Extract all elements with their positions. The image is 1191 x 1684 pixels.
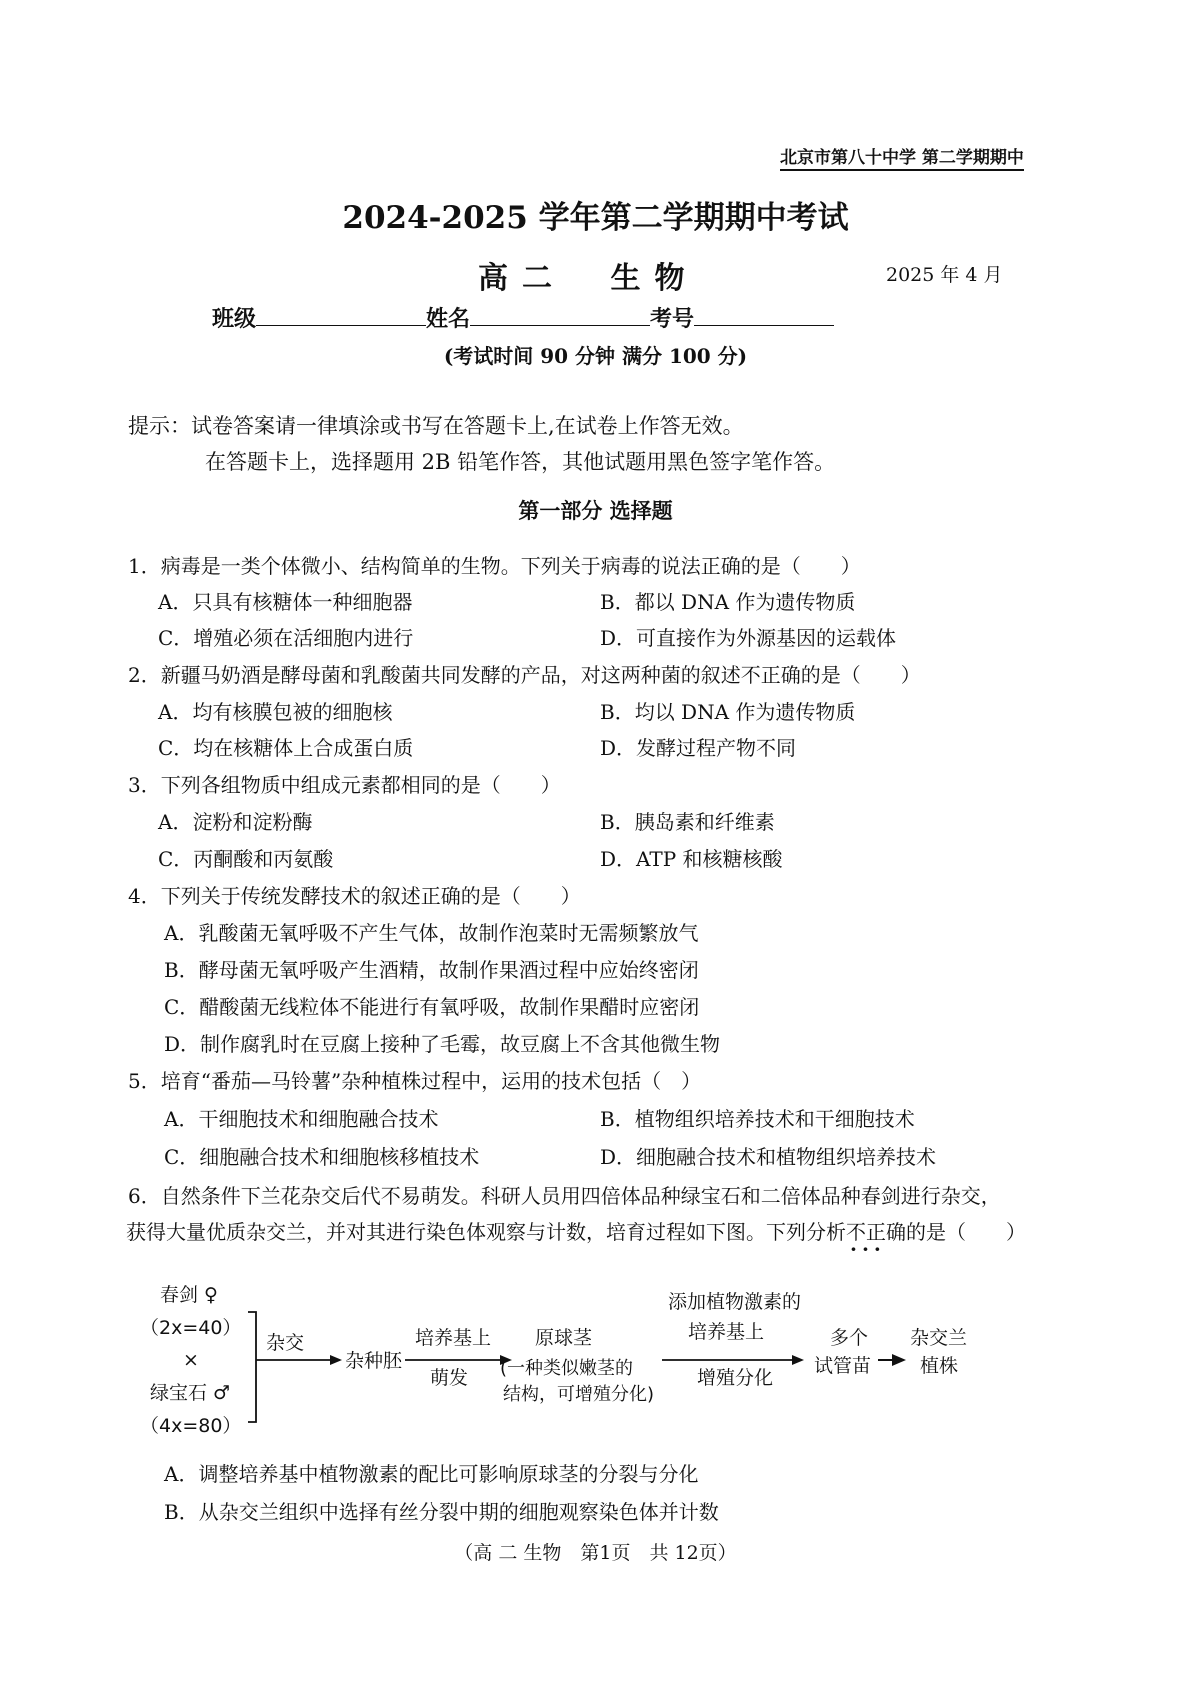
arrow-3-head — [892, 1354, 906, 1366]
question-3-stem: 3．下列各组物质中组成元素都相同的是（ ） — [128, 773, 561, 797]
q5-option-c: C．细胞融合技术和细胞核移植技术 — [164, 1145, 480, 1169]
q2-option-a: A．均有核膜包被的细胞核 — [158, 700, 393, 724]
q1-option-b: B．都以 DNA 作为遗传物质 — [600, 590, 856, 614]
q4-option-a: A．乳酸菌无氧呼吸不产生气体，故制作泡菜时无需频繁放气 — [164, 921, 699, 945]
q6-emphasis-not-correct: 不正确 ··· — [846, 1220, 906, 1244]
bracket — [248, 1312, 256, 1422]
parent1-chromosome: （2x=40） — [140, 1317, 242, 1339]
q1-option-a: A．只具有核糖体一种细胞器 — [158, 590, 413, 614]
id-label: 考号 — [650, 306, 695, 332]
hybrid-embryo: 杂种胚 — [345, 1350, 403, 1372]
step2-bottom: 增殖分化 — [697, 1367, 774, 1389]
cross-symbol: × — [183, 1349, 199, 1371]
q1-option-d: D．可直接作为外源基因的运载体 — [600, 626, 897, 650]
protocorm-note-1: (一种类似嫩茎的 — [500, 1358, 634, 1379]
result-1: 杂交兰 — [910, 1327, 968, 1349]
step2-top-2: 培养基上 — [688, 1321, 765, 1343]
q2-option-c: C．均在核糖体上合成蛋白质 — [158, 736, 414, 760]
q3-option-d: D．ATP 和核糖核酸 — [600, 847, 783, 871]
question-4-stem: 4．下列关于传统发酵技术的叙述正确的是（ ） — [128, 884, 581, 908]
q6-option-b: B．从杂交兰组织中选择有丝分裂中期的细胞观察染色体并计数 — [164, 1500, 719, 1524]
exam-date: 2025 年 4 月 — [886, 264, 1003, 286]
q1-option-c: C．增殖必须在活细胞内进行 — [158, 626, 414, 650]
q2-option-d: D．发酵过程产物不同 — [600, 736, 797, 760]
page-footer: （高 二 生物 第1页 共 12页） — [454, 1542, 737, 1564]
plantlets-2: 试管苗 — [814, 1355, 872, 1377]
question-6-stem-line2 — [126, 1216, 1026, 1245]
arrow-2-head — [792, 1355, 804, 1365]
q4-option-c: C．醋酸菌无线粒体不能进行有氧呼吸，故制作果醋时应密闭 — [164, 995, 700, 1019]
q6-stem-part-c: 的是（ ） — [906, 1220, 1026, 1244]
class-label: 班级 — [212, 306, 257, 332]
protocorm-note-2: 结构，可增殖分化) — [503, 1384, 655, 1405]
name-label: 姓名 — [426, 306, 471, 332]
q5-option-a: A．干细胞技术和细胞融合技术 — [164, 1107, 439, 1131]
protocorm-label: 原球茎 — [535, 1327, 593, 1349]
parent2-chromosome: （4x=80） — [140, 1415, 242, 1437]
plantlets-1: 多个 — [830, 1327, 869, 1349]
parent2-label: 绿宝石 ♂ — [150, 1382, 231, 1404]
student-info-fields — [212, 302, 834, 333]
step1-top: 培养基上 — [415, 1327, 492, 1349]
cross-label: 杂交 — [266, 1332, 305, 1354]
q3-option-c: C．丙酮酸和丙氨酸 — [158, 847, 334, 871]
orchid-breeding-diagram — [130, 1272, 1010, 1447]
step1-bottom: 萌发 — [430, 1367, 469, 1389]
step2-top-1: 添加植物激素的 — [668, 1291, 802, 1313]
q6-option-a: A．调整培养基中植物激素的配比可影响原球茎的分裂与分化 — [164, 1462, 699, 1486]
q3-option-a: A．淀粉和淀粉酶 — [158, 810, 313, 834]
id-blank[interactable] — [694, 303, 834, 326]
q6-stem-part-a: 获得大量优质杂交兰，并对其进行染色体观察与计数，培育过程如下图。下列分析 — [126, 1220, 846, 1244]
subject-title: 高二 生物 — [478, 261, 699, 296]
q4-option-d: D．制作腐乳时在豆腐上接种了毛霉，故豆腐上不含其他微生物 — [164, 1032, 721, 1056]
cross-arrow-head — [330, 1355, 342, 1365]
school-header: 北京市第八十中学 第二学期期中 — [780, 143, 1024, 171]
q5-option-b: B．植物组织培养技术和干细胞技术 — [600, 1107, 915, 1131]
question-5-stem: 5．培育“番茄—马铃薯”杂种植株过程中，运用的技术包括（ ） — [128, 1069, 702, 1093]
q5-option-d: D．细胞融合技术和植物组织培养技术 — [600, 1145, 937, 1169]
hint-line-2: 在答题卡上，选择题用 2B 铅笔作答，其他试题用黑色签字笔作答。 — [205, 450, 836, 474]
result-2: 植株 — [920, 1355, 959, 1377]
q2-option-b: B．均以 DNA 作为遗传物质 — [600, 700, 856, 724]
q4-option-b: B．酵母菌无氧呼吸产生酒精，故制作果酒过程中应始终密闭 — [164, 958, 699, 982]
question-6-stem-line1: 6．自然条件下兰花杂交后代不易萌发。科研人员用四倍体品种绿宝石和二倍体品种春剑进行杂交， — [128, 1184, 1001, 1208]
section-title: 第一部分 选择题 — [518, 498, 673, 523]
hint-line-1: 提示：试卷答案请一律填涂或书写在答题卡上,在试卷上作答无效。 — [128, 414, 744, 438]
question-2-stem: 2．新疆马奶酒是酵母菌和乳酸菌共同发酵的产品，对这两种菌的叙述不正确的是（ ） — [128, 663, 921, 687]
question-1-stem: 1．病毒是一类个体微小、结构简单的生物。下列关于病毒的说法正确的是（ ） — [128, 554, 861, 578]
exam-title: 2024-2025 学年第二学期期中考试 — [342, 200, 849, 236]
parent1-label: 春剑 ♀ — [160, 1284, 218, 1306]
name-blank[interactable] — [470, 303, 650, 326]
exam-duration-info: (考试时间 90 分钟 满分 100 分) — [443, 344, 748, 368]
q3-option-b: B．胰岛素和纤维素 — [600, 810, 775, 834]
class-blank[interactable] — [256, 303, 426, 326]
